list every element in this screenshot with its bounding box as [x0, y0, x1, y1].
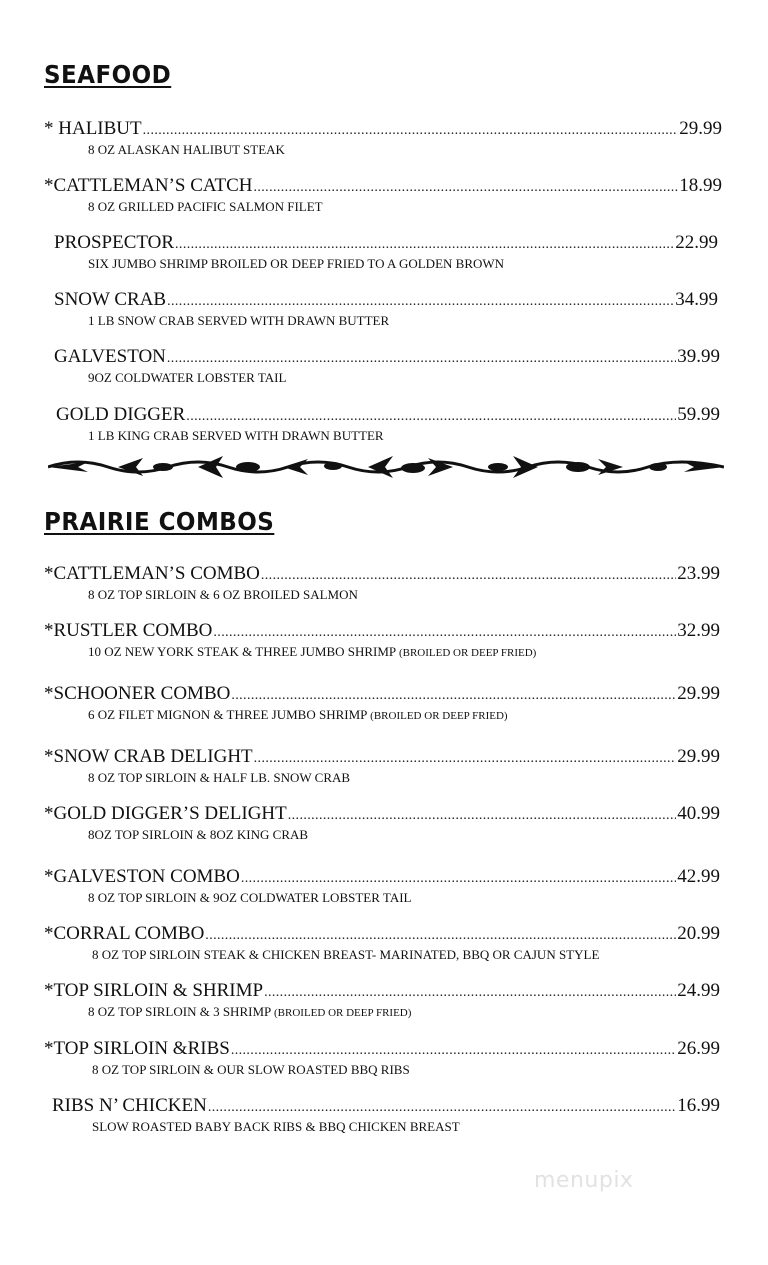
- item-price: 29.99: [679, 118, 722, 139]
- item-description: 8 OZ GRILLED PACIFIC SALMON FILET: [88, 199, 323, 214]
- item-name: PROSPECTOR: [54, 232, 175, 253]
- menu-item-top-sirloin-ribs: [44, 1038, 720, 1082]
- tribal-divider: [48, 452, 724, 482]
- menu-item-top-sirloin-shrimp: [44, 980, 720, 1024]
- menu-item-galveston-combo: [44, 866, 720, 910]
- menu-item-gold-digger: [56, 404, 720, 448]
- dot-leader: [167, 291, 674, 313]
- item-description: 1 LB KING CRAB SERVED WITH DRAWN BUTTER: [88, 428, 384, 443]
- cooking-note: (BROILED OR DEEP FRIED): [398, 647, 537, 659]
- item-description: 8OZ TOP SIRLOIN & 8OZ KING CRAB: [88, 827, 309, 842]
- dot-leader: [288, 805, 677, 827]
- menu-item-schooner-combo: [44, 683, 720, 727]
- item-description-text: 8 OZ TOP SIRLOIN & 3 SHRIMP: [88, 1004, 271, 1019]
- item-price: 22.99: [675, 232, 718, 253]
- item-name: GALVESTON: [54, 346, 166, 367]
- item-price: 23.99: [677, 563, 720, 584]
- item-description: 8 OZ TOP SIRLOIN & OUR SLOW ROASTED BBQ RIBS: [92, 1062, 410, 1077]
- menu-item-cattlemans-catch: [44, 175, 722, 219]
- dot-leader: [231, 685, 676, 707]
- dot-leader: [264, 982, 676, 1004]
- item-description-text: 10 OZ NEW YORK STEAK & THREE JUMBO SHRIMP: [88, 644, 396, 659]
- item-description: 1 LB SNOW CRAB SERVED WITH DRAWN BUTTER: [88, 313, 390, 328]
- dot-leader: [241, 868, 676, 890]
- menu-item-snow-crab-delight: [44, 746, 720, 790]
- item-description: 8 OZ TOP SIRLOIN & HALF LB. SNOW CRAB: [88, 770, 351, 785]
- item-price: 40.99: [677, 803, 720, 824]
- dot-leader: [213, 622, 676, 644]
- item-description: [44, 644, 720, 661]
- menu-item-ribs-n-chicken: [52, 1095, 720, 1139]
- item-name: *CATTLEMAN’S COMBO: [44, 563, 260, 584]
- dot-leader: [167, 348, 676, 370]
- item-description: 8 OZ TOP SIRLOIN & 6 OZ BROILED SALMON: [88, 587, 358, 602]
- dot-leader: [175, 234, 674, 256]
- item-name: *CATTLEMAN’S CATCH: [44, 175, 253, 196]
- menu-item-cattlemans-combo: [44, 563, 720, 607]
- item-name: SNOW CRAB: [54, 289, 167, 310]
- seafood-heading: SEAFOOD: [44, 60, 172, 89]
- item-description: 8 OZ TOP SIRLOIN & 9OZ COLDWATER LOBSTER TAIL: [88, 890, 412, 905]
- item-name: *GOLD DIGGER’S DELIGHT: [44, 803, 287, 824]
- dot-leader: [231, 1040, 676, 1062]
- item-description: SIX JUMBO SHRIMP BROILED OR DEEP FRIED TO A GOLDEN BROWN: [88, 256, 505, 271]
- item-name: RIBS N’ CHICKEN: [52, 1095, 207, 1116]
- item-description: SLOW ROASTED BABY BACK RIBS & BBQ CHICKEN BREAST: [92, 1119, 460, 1134]
- item-price: 24.99: [677, 980, 720, 1001]
- item-name: *CORRAL COMBO: [44, 923, 205, 944]
- dot-leader: [261, 565, 676, 587]
- item-price: 29.99: [677, 683, 720, 704]
- prairie-combos-heading: PRAIRIE COMBOS: [44, 507, 275, 536]
- item-name: *RUSTLER COMBO: [44, 620, 213, 641]
- item-price: 18.99: [679, 175, 722, 196]
- item-price: 29.99: [677, 746, 720, 767]
- menu-item-snow-crab: [54, 289, 718, 333]
- dot-leader: [254, 748, 677, 770]
- menu-item-halibut: [44, 118, 722, 162]
- dot-leader: [208, 1097, 676, 1119]
- dot-leader: [205, 925, 676, 947]
- item-description: 8 OZ ALASKAN HALIBUT STEAK: [88, 142, 285, 157]
- item-price: 26.99: [677, 1038, 720, 1059]
- item-price: 42.99: [677, 866, 720, 887]
- item-price: 39.99: [677, 346, 720, 367]
- menu-item-prospector: [54, 232, 718, 276]
- menu-item-galveston: [54, 346, 720, 390]
- item-price: 32.99: [677, 620, 720, 641]
- dot-leader: [143, 120, 679, 142]
- item-name: *TOP SIRLOIN & SHRIMP: [44, 980, 264, 1001]
- dot-leader: [186, 406, 676, 428]
- item-price: 34.99: [675, 289, 718, 310]
- item-description: [44, 707, 720, 724]
- item-price: 59.99: [677, 404, 720, 425]
- item-price: 20.99: [677, 923, 720, 944]
- item-name: * HALIBUT: [44, 118, 142, 139]
- item-description: 9OZ COLDWATER LOBSTER TAIL: [88, 370, 287, 385]
- item-price: 16.99: [677, 1095, 720, 1116]
- item-description-text: 6 OZ FILET MIGNON & THREE JUMBO SHRIMP: [88, 707, 367, 722]
- item-name: *SNOW CRAB DELIGHT: [44, 746, 253, 767]
- cooking-note: (BROILED OR DEEP FRIED): [274, 1007, 412, 1019]
- item-name: *TOP SIRLOIN &RIBS: [44, 1038, 230, 1059]
- item-name: *SCHOONER COMBO: [44, 683, 231, 704]
- menupix-watermark: menupix: [534, 1168, 634, 1193]
- item-name: GOLD DIGGER: [56, 404, 186, 425]
- item-description: 8 OZ TOP SIRLOIN STEAK & CHICKEN BREAST- MARINATED, BBQ OR CAJUN STYLE: [92, 947, 600, 962]
- menu-item-corral-combo: [44, 923, 720, 967]
- menu-item-rustler-combo: [44, 620, 720, 664]
- menu-item-gold-diggers-delight: [44, 803, 720, 847]
- item-description: [44, 1004, 720, 1021]
- cooking-note: (BROILED OR DEEP FRIED): [370, 710, 508, 722]
- item-name: *GALVESTON COMBO: [44, 866, 240, 887]
- dot-leader: [253, 177, 678, 199]
